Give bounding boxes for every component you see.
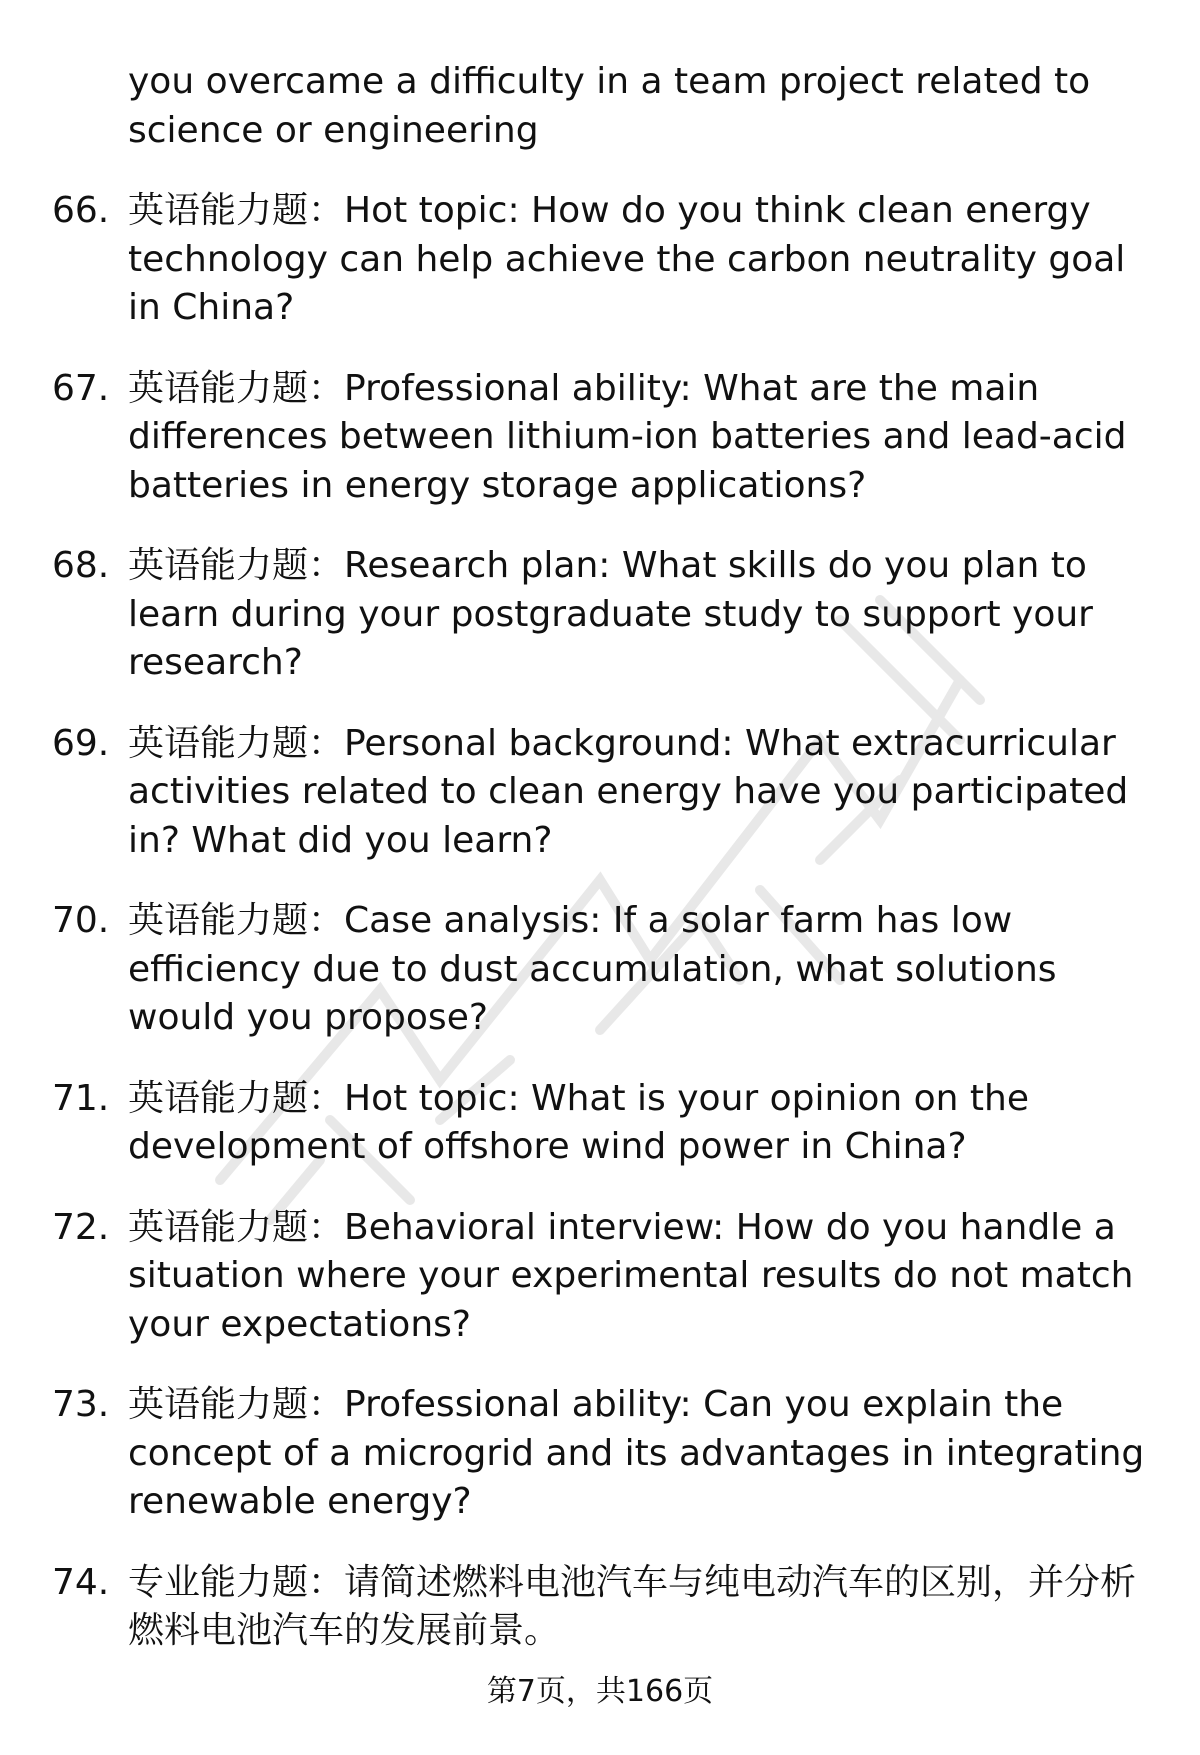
continued-question-text: you overcame a difficulty in a team project related to science or engineering [128, 61, 1091, 151]
question-text: 英语能力题：Behavioral interview: How do you handle a situation where your experimental results do not match your expectations? [128, 1206, 1134, 1345]
question-number: 74. [52, 1561, 110, 1603]
question-text: 英语能力题：Professional ability: What are the main differences between lithium-ion batteries and lead-acid batteries in energy storage applications? [128, 367, 1127, 506]
question-number: 73. [52, 1384, 110, 1425]
question-number: 66. [52, 190, 110, 231]
question-number: 71. [52, 1077, 110, 1119]
question-item [0, 1559, 1200, 1656]
question-number: 72. [52, 1206, 110, 1248]
question-text: 英语能力题：Hot topic: What is your opinion on the development of offshore wind power in China? [128, 1077, 1029, 1167]
question-text: 专业能力题：请简述燃料电池汽车与纯电动汽车的区别，并分析燃料电池汽车的发展前景。 [128, 1561, 1137, 1651]
question-item [0, 1381, 1200, 1527]
question-number: 67. [52, 367, 110, 409]
question-text: 英语能力题：Research plan: What skills do you plan to learn during your postgraduate study to support your research? [128, 545, 1093, 683]
question-item [0, 1075, 1200, 1172]
question-item [0, 897, 1200, 1043]
page-footer: 第7页，共166页 [486, 1674, 714, 1709]
question-list [0, 58, 1200, 1688]
question-text: 英语能力题：Hot topic: How do you think clean energy technology can help achieve the carbon neutrality goal in China? [128, 190, 1126, 328]
question-item [0, 187, 1200, 333]
question-item [0, 1204, 1200, 1350]
question-item [0, 365, 1200, 511]
question-text: 英语能力题：Case analysis: If a solar farm has low efficiency due to dust accumulation, what solutions would you propose? [128, 900, 1057, 1038]
question-item [0, 542, 1200, 688]
question-number: 68. [52, 545, 110, 586]
question-text: 英语能力题：Personal background: What extracurricular activities related to clean energy have you participated in? What did you learn? [128, 722, 1129, 861]
question-item [0, 720, 1200, 866]
question-number: 69. [52, 722, 110, 764]
question-text: 英语能力题：Professional ability: Can you explain the concept of a microgrid and its advantages in integrating renewable energy? [128, 1384, 1145, 1522]
question-number: 70. [52, 900, 110, 941]
